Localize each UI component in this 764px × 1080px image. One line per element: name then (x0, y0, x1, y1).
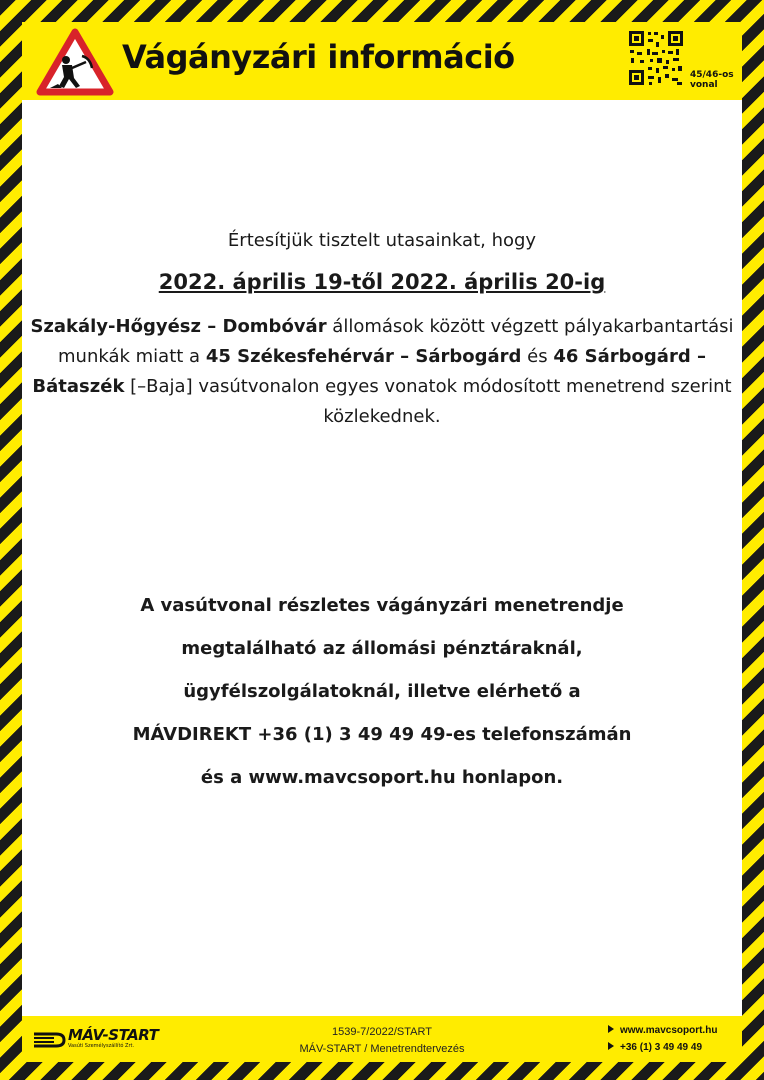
document-reference (262, 1024, 502, 1058)
header-bar (22, 22, 742, 100)
info-line: ügyfélszolgálatoknál, illetve elérhető a (183, 681, 581, 702)
construction-warning-icon (36, 28, 114, 98)
para-segment: 45 Székesfehérvár – Sárbogárd (205, 346, 522, 367)
line-tag-line-2: vonal (690, 80, 718, 90)
para-segment: és (521, 346, 554, 367)
arrow-right-icon (608, 1025, 614, 1033)
logo-subtitle: Vasúti Személyszállító Zrt. (68, 1043, 135, 1049)
contact-list (608, 1022, 738, 1056)
qr-code-icon[interactable] (628, 30, 684, 86)
reference-number: 1539-7/2022/START (332, 1026, 432, 1038)
contact-label: www.mavcsoport.hu (620, 1025, 718, 1036)
logo-name: MÁV-START (68, 1026, 159, 1044)
reference-department: MÁV-START / Menetrendtervezés (299, 1043, 465, 1055)
notice-intro: Értesítjük tisztelt utasainkat, hogy (227, 230, 537, 251)
para-segment: 46 Sárbogárd – Bátaszék (32, 346, 706, 397)
contact-label: +36 (1) 3 49 49 49 (620, 1042, 703, 1053)
info-line: és a www.mavcsoport.hu honlapon. (200, 767, 564, 788)
footer-bar (22, 1016, 742, 1062)
info-line: MÁVDIREKT +36 (1) 3 49 49 49-es telefonszámán (132, 724, 632, 745)
notice-paragraph (30, 312, 734, 432)
page-title: Vágányzári információ (122, 38, 515, 76)
notice-sheet (22, 22, 742, 1058)
contact-website[interactable] (608, 1022, 738, 1039)
info-line: A vasútvonal részletes vágányzári menetrendje (140, 595, 624, 616)
para-segment: [–Baja] vasútvonalon egyes vonatok módosított menetrend szerint közlekednek. (124, 376, 732, 427)
para-segment: állomások között végzett pályakarbantartási munkák miatt a (58, 316, 734, 367)
mav-start-logo (32, 1026, 159, 1056)
info-line: megtalálható az állomási pénztáraknál, (181, 638, 583, 659)
train-logo-icon (32, 1028, 66, 1052)
arrow-right-icon (608, 1042, 614, 1050)
line-number-label (690, 70, 734, 90)
timetable-info (30, 584, 734, 799)
notice-dates: 2022. április 19-től 2022. április 20-ig (158, 270, 606, 294)
contact-phone[interactable] (608, 1039, 738, 1056)
line-tag-line-1: 45/46-os (690, 70, 734, 80)
para-segment: Szakály-Hőgyész – Dombóvár (30, 316, 327, 337)
